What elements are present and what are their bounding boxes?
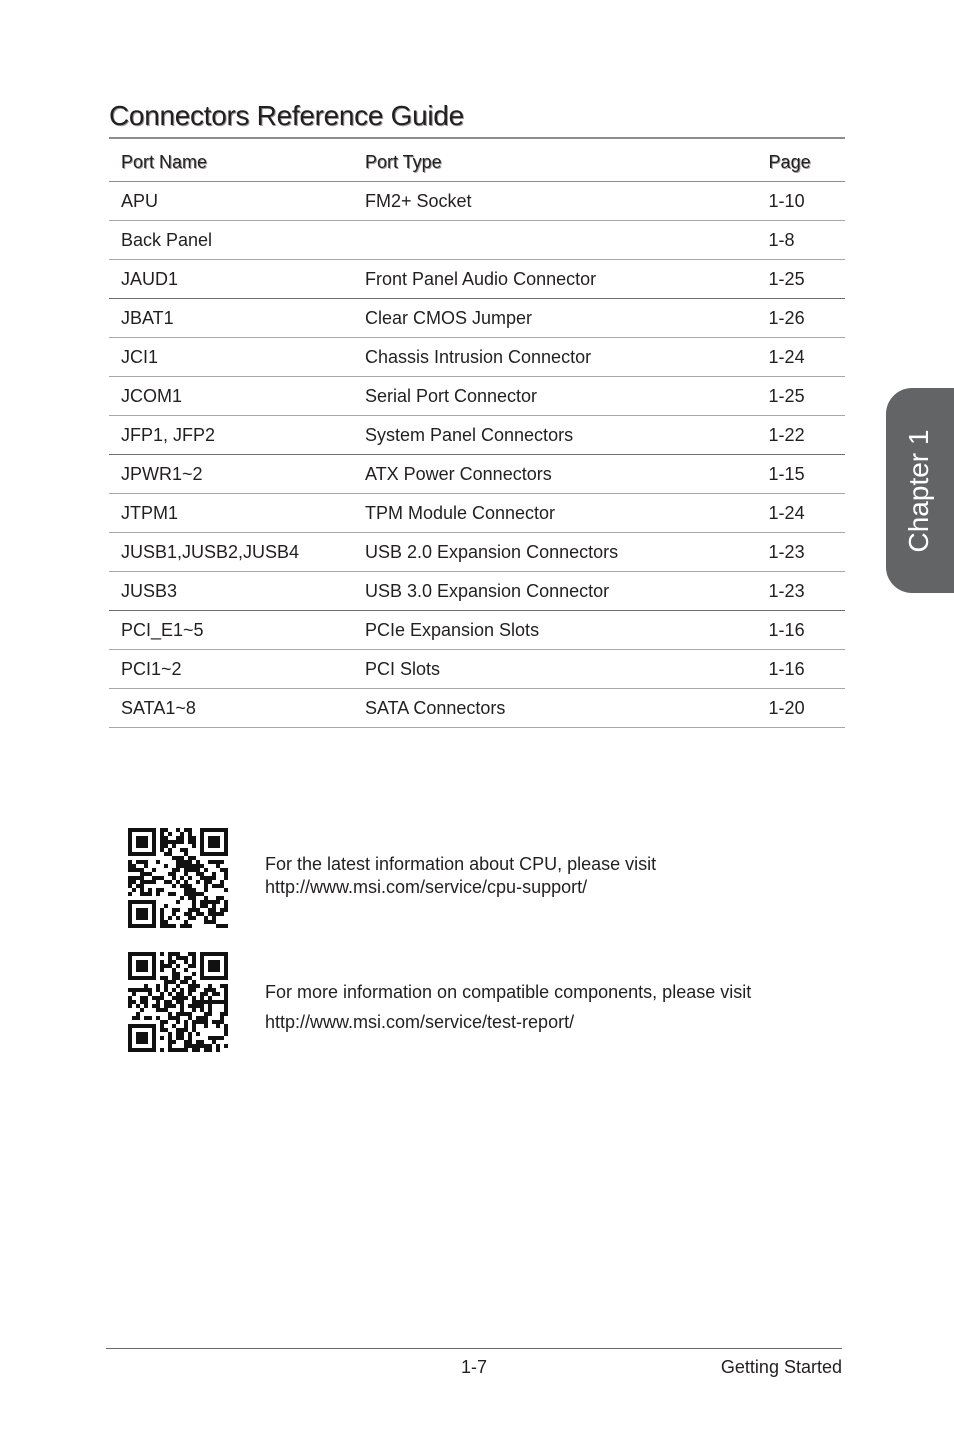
chapter-tab	[886, 388, 954, 593]
port-name-cell: JUSB1,JUSB2,JUSB4	[109, 533, 353, 572]
cpu-support-note	[265, 853, 656, 899]
page-cell: 1-25	[757, 377, 845, 416]
qr-code-icon	[128, 828, 228, 928]
qr-code-icon	[128, 952, 228, 1052]
page-cell: 1-25	[757, 260, 845, 299]
port-name-cell: APU	[109, 182, 353, 221]
chapter-tab-label: Chapter 1	[903, 429, 934, 552]
port-type-cell: Serial Port Connector	[353, 377, 757, 416]
port-type-cell: System Panel Connectors	[353, 416, 757, 455]
port-type-cell: USB 3.0 Expansion Connector	[353, 572, 757, 611]
test-report-url: http://www.msi.com/service/test-report/	[265, 1012, 575, 1032]
table-row	[109, 260, 845, 299]
table-row	[109, 455, 845, 494]
port-name-cell: SATA1~8	[109, 689, 353, 728]
page-title: Connectors Reference Guide	[109, 100, 464, 131]
header-port-name: Port Name	[109, 143, 353, 182]
port-name-cell: JFP1, JFP2	[109, 416, 353, 455]
page-cell: 1-15	[757, 455, 845, 494]
table-row	[109, 182, 845, 221]
footer-divider	[106, 1348, 842, 1349]
page-cell: 1-23	[757, 533, 845, 572]
port-name-cell: JPWR1~2	[109, 455, 353, 494]
table-header-row	[109, 143, 845, 182]
port-type-cell: TPM Module Connector	[353, 494, 757, 533]
port-type-cell: SATA Connectors	[353, 689, 757, 728]
cpu-support-url: http://www.msi.com/service/cpu-support/	[265, 877, 588, 897]
table-row	[109, 416, 845, 455]
page-cell: 1-22	[757, 416, 845, 455]
page-cell: 1-16	[757, 650, 845, 689]
header-page: Page	[757, 143, 845, 182]
table-row	[109, 338, 845, 377]
page-cell: 1-26	[757, 299, 845, 338]
section-name: Getting Started	[720, 1357, 842, 1377]
port-type-cell: USB 2.0 Expansion Connectors	[353, 533, 757, 572]
cpu-support-text: For the latest information about CPU, please visit	[265, 854, 657, 874]
header-port-type: Port Type	[353, 143, 757, 182]
port-type-cell: Clear CMOS Jumper	[353, 299, 757, 338]
page-cell: 1-24	[757, 494, 845, 533]
table-row	[109, 299, 845, 338]
table-row	[109, 650, 845, 689]
port-type-cell: Chassis Intrusion Connector	[353, 338, 757, 377]
page-cell: 1-23	[757, 572, 845, 611]
port-name-cell: JCOM1	[109, 377, 353, 416]
page-cell: 1-20	[757, 689, 845, 728]
page-cell: 1-10	[757, 182, 845, 221]
table-row	[109, 377, 845, 416]
table-row	[109, 494, 845, 533]
table-row	[109, 611, 845, 650]
port-name-cell: JUSB3	[109, 572, 353, 611]
port-type-cell: ATX Power Connectors	[353, 455, 757, 494]
port-type-cell: FM2+ Socket	[353, 182, 757, 221]
connectors-table	[109, 143, 845, 728]
table-row	[109, 572, 845, 611]
page-cell: 1-16	[757, 611, 845, 650]
port-name-cell: JCI1	[109, 338, 353, 377]
port-name-cell: JAUD1	[109, 260, 353, 299]
port-type-cell: PCIe Expansion Slots	[353, 611, 757, 650]
table-row	[109, 221, 845, 260]
test-report-note	[265, 977, 751, 1037]
test-report-text: For more information on compatible components, please visit	[265, 982, 752, 1002]
page-cell: 1-24	[757, 338, 845, 377]
port-name-cell: PCI1~2	[109, 650, 353, 689]
port-name-cell: PCI_E1~5	[109, 611, 353, 650]
port-name-cell: JBAT1	[109, 299, 353, 338]
port-type-cell: PCI Slots	[353, 650, 757, 689]
port-type-cell: Front Panel Audio Connector	[353, 260, 757, 299]
page-number: 1-7	[461, 1357, 488, 1377]
page-cell: 1-8	[757, 221, 845, 260]
port-name-cell: JTPM1	[109, 494, 353, 533]
port-name-cell: Back Panel	[109, 221, 353, 260]
table-row	[109, 533, 845, 572]
table-row	[109, 689, 845, 728]
port-type-cell	[353, 221, 757, 260]
title-divider	[109, 137, 845, 139]
